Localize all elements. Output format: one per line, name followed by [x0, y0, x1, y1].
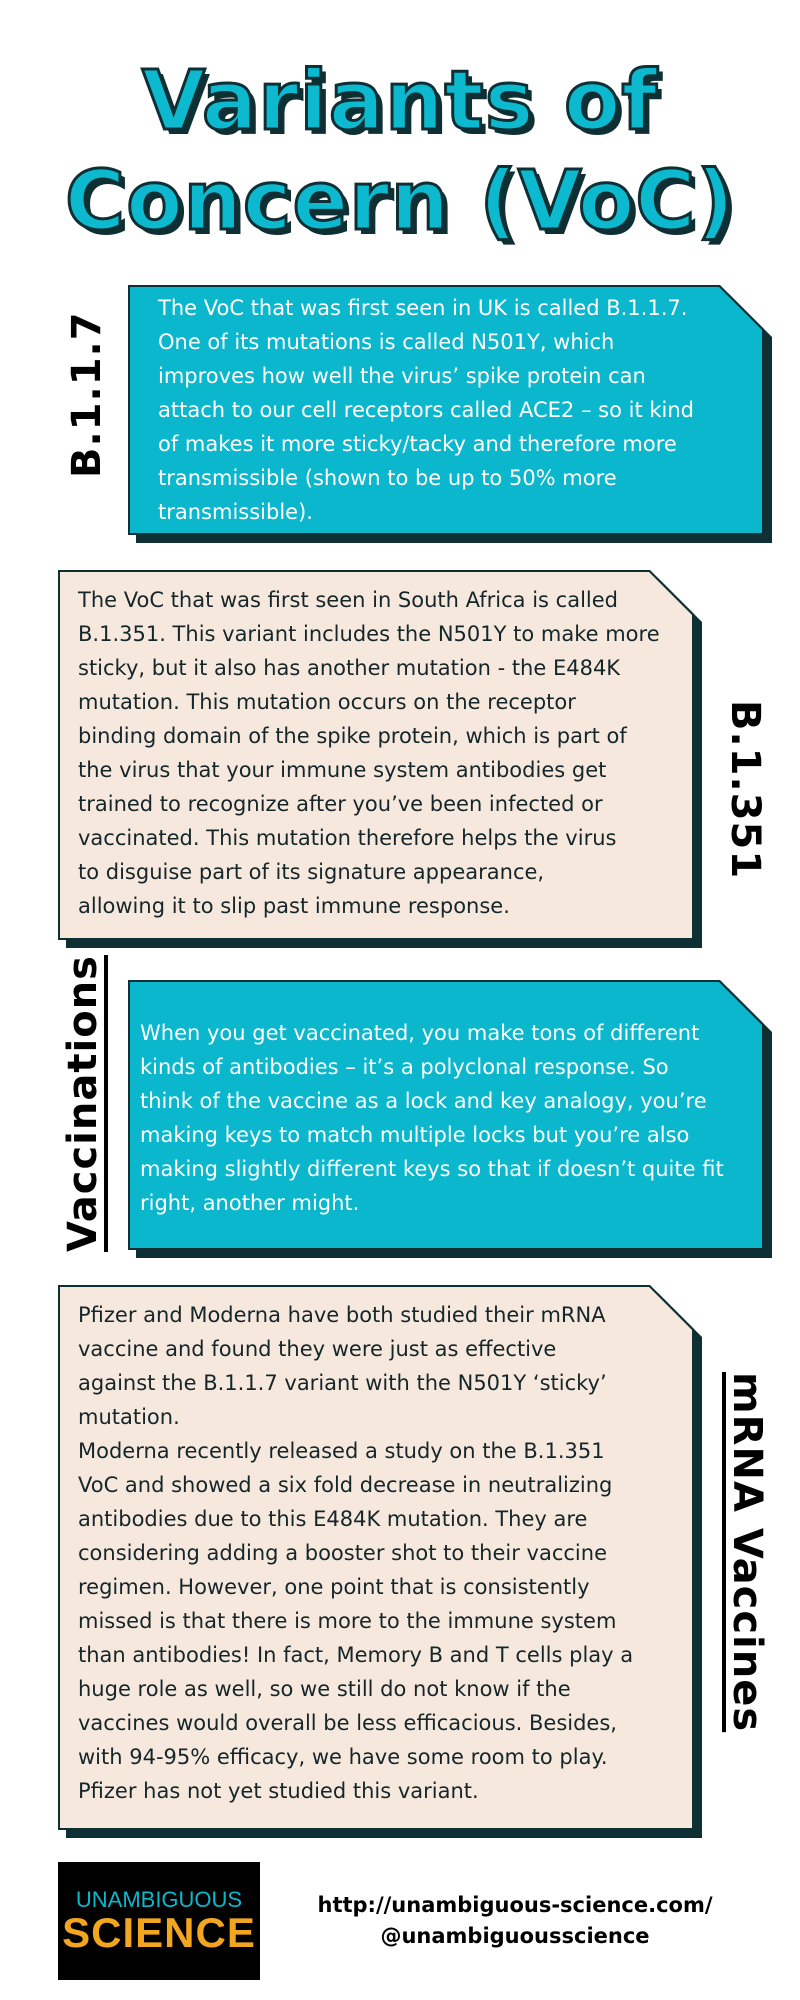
card-vaccinations-text: When you get vaccinated, you make tons of different kinds of antibodies – it’s a polyclonal response. So think of the vaccine as a lock and key analogy, you’re making keys to match multiple locks but you’re also making slightly different keys so that if doesn’t quite fit right, another might.	[140, 1021, 724, 1215]
card-b117-text: The VoC that was first seen in UK is called B.1.1.7. One of its mutations is called N501Y, which improves how well the virus’ spike protein can attach to our cell receptors called ACE2 – so it kind of makes it more sticky/tacky and therefore more transmissible (shown to be up to 50% more transmissible).	[158, 296, 694, 524]
card-b117	[128, 285, 764, 535]
card-mrna	[58, 1285, 694, 1830]
card-vaccinations	[128, 980, 764, 1250]
title-line-1: Variants of	[141, 54, 659, 149]
footer-handle[interactable]: @unambiguousscience	[380, 1924, 650, 1948]
section-label-mrna-vaccines: mRNA Vaccines	[724, 1372, 770, 1733]
section-label-vaccinations: Vaccinations	[60, 955, 106, 1252]
footer-url[interactable]: http://unambiguous-science.com/	[317, 1893, 713, 1917]
card-mrna-text: Pfizer and Moderna have both studied their mRNA vaccine and found they were just as effective against the B.1.1.7 variant with the N501Y ‘sticky’ mutation. Moderna recently released a study on the B.1.351 VoC and showed a six fold decrease in neutralizing antibodies due to this E484K mutation. They are considering adding a booster shot to their vaccine regimen. However, one point that is consistently missed is that there is more to the immune system than antibodies! In fact, Memory B and T cells play a huge role as well, so we still do not know if the vaccines would overall be less efficacious. Besides, with 94-95% efficacy, we have some room to play. Pfizer has not yet studied this variant.	[78, 1303, 634, 1803]
unambiguous-science-logo	[58, 1862, 260, 1980]
card-b1351	[58, 570, 694, 940]
section-label-b117: B.1.1.7	[64, 311, 110, 478]
logo-line-2: SCIENCE	[62, 1909, 256, 1956]
page-title	[0, 52, 800, 252]
title-line-2: Concern (VoC)	[65, 154, 735, 249]
section-label-b1351: B.1.351	[722, 700, 768, 880]
logo-line-1: UNAMBIGUOUS	[75, 1887, 243, 1912]
footer-credits	[300, 1890, 730, 1952]
card-b1351-text: The VoC that was first seen in South Africa is called B.1.351. This variant includes the N501Y to make more sticky, but it also has another mutation - the E484K mutation. This mutation occurs on the receptor binding domain of the spike protein, which is part of the virus that your immune system antibodies get trained to recognize after you’ve been infected or vaccinated. This mutation therefore helps the virus to disguise part of its signature appearance, allowing it to slip past immune response.	[78, 588, 660, 918]
